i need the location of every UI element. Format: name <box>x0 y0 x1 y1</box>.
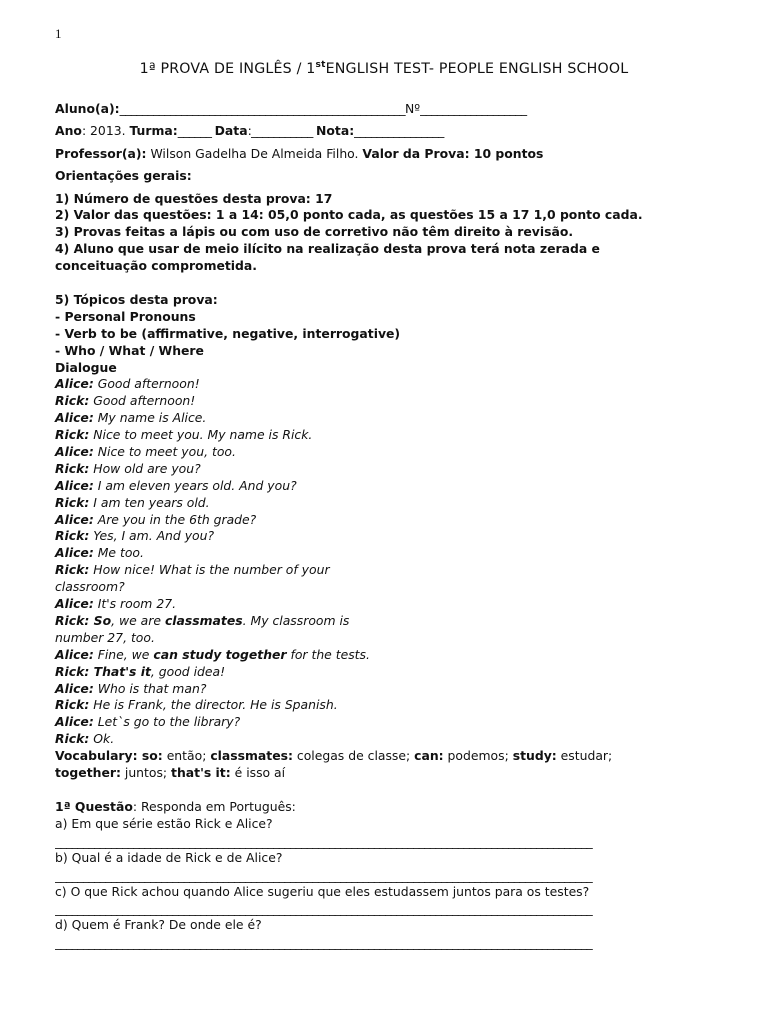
orientacao-item: 3) Provas feitas a lápis ou com uso de corretivo não têm direito à revisão. <box>55 224 574 240</box>
dialogue-line <box>55 596 715 613</box>
title-part2: ENGLISH TEST- PEOPLE ENGLISH SCHOOL <box>325 61 629 77</box>
speech: , we are <box>111 612 165 628</box>
speaker: Rick: <box>55 393 90 409</box>
aluno-label: Aluno(a): <box>55 101 120 116</box>
speech: Good afternoon! <box>89 393 196 409</box>
vocab-highlight: That's it <box>89 663 151 679</box>
test-title <box>0 60 768 77</box>
answer-line-d[interactable]: ________________________________________________________________________________________________ <box>55 935 593 951</box>
turma-label: Turma: <box>129 123 178 139</box>
dialogue-line <box>55 427 715 444</box>
vocab-meaning: então; <box>162 748 211 764</box>
questao1-heading <box>55 799 715 816</box>
vocab-word: that's it: <box>171 764 231 780</box>
vocab-meaning: é isso aí <box>230 764 286 780</box>
vocab-highlight: can study together <box>153 646 287 662</box>
speaker: Rick: <box>55 494 90 510</box>
vocabulary-label: Vocabulary: <box>55 748 138 764</box>
dialogue-line <box>55 495 715 512</box>
answer-line-c[interactable]: ________________________________________________________________________________________________ <box>55 901 593 917</box>
speech: He is Frank, the director. He is Spanish. <box>89 697 338 713</box>
speech: Ok. <box>89 731 115 747</box>
topicos-heading: 5) Tópicos desta prova: <box>55 292 218 308</box>
speech: How nice! What is the number of your <box>89 562 330 578</box>
question-b: b) Qual é a idade de Rick e de Alice? <box>55 849 283 865</box>
question-c: c) O que Rick achou quando Alice sugeriu que eles estudassem juntos para os testes? <box>55 883 590 899</box>
topico-item: - Who / What / Where <box>55 342 204 358</box>
dialogue-line <box>55 444 715 461</box>
vocab-meaning: podemos; <box>443 748 513 764</box>
vocabulary-line <box>55 765 715 782</box>
speech: Nice to meet you. My name is Rick. <box>89 427 313 443</box>
dialogue-line <box>55 461 715 478</box>
speaker: Alice: <box>55 477 94 493</box>
topico-item: - Verb to be (affirmative, negative, interrogative) <box>55 325 401 341</box>
answer-line-b[interactable]: ________________________________________________________________________________________________ <box>55 867 593 883</box>
vocab-word: study: <box>512 748 557 764</box>
numero-blank[interactable]: ___________________ <box>420 101 527 116</box>
vocab-highlight: classmates <box>164 612 243 628</box>
speaker: Alice: <box>55 680 94 696</box>
nota-blank[interactable]: ________________ <box>354 123 444 139</box>
dialogue-line <box>55 376 715 393</box>
speech: Are you in the 6th grade? <box>93 511 257 527</box>
vocab-meaning: juntos; <box>120 764 172 780</box>
speaker: Rick: <box>55 663 90 679</box>
speech: Let`s go to the library? <box>93 714 241 730</box>
title-part1: 1ª PROVA DE INGLÊS / 1 <box>139 61 316 77</box>
dialogue-line <box>55 664 715 681</box>
speech: I am eleven years old. And you? <box>93 477 297 493</box>
speech: Good afternoon! <box>93 376 200 392</box>
dialogue-line <box>55 579 715 596</box>
dialogue-line <box>55 562 715 579</box>
speaker: Alice: <box>55 444 94 460</box>
speaker: Alice: <box>55 545 94 561</box>
orientacoes-heading: Orientações gerais: <box>55 168 192 184</box>
speech: number 27, too. <box>55 629 155 645</box>
speaker: Rick: <box>55 697 90 713</box>
orientacao-item: 2) Valor das questões: 1 a 14: 05,0 ponto cada, as questões 15 a 17 1,0 ponto cada. <box>55 207 643 223</box>
speaker: Rick: <box>55 460 90 476</box>
dialogue-line <box>55 697 715 714</box>
student-name-row <box>55 101 715 118</box>
dialogue-line <box>55 478 715 495</box>
teacher-row <box>55 146 715 163</box>
dialogue-line <box>55 545 715 562</box>
vocab-word: together: <box>55 764 121 780</box>
data-blank[interactable]: :___________ <box>247 123 317 139</box>
dialogue-line <box>55 714 715 731</box>
vocab-meaning: estudar; <box>556 748 613 764</box>
turma-blank[interactable]: ______ <box>177 123 215 139</box>
professor-label: Professor(a): <box>55 145 147 161</box>
speaker: Rick: <box>55 612 90 628</box>
dialogue-line <box>55 410 715 427</box>
speaker: Rick: <box>55 731 90 747</box>
orientacao-item: 4) Aluno que usar de meio ilícito na realização desta prova terá nota zerada e <box>55 241 600 257</box>
speech: , good idea! <box>150 663 226 679</box>
speaker: Alice: <box>55 376 94 392</box>
speaker: Alice: <box>55 410 94 426</box>
orientacao-item: 1) Número de questões desta prova: 17 <box>55 190 333 206</box>
topico-item: - Personal Pronouns <box>55 308 196 324</box>
speaker: Rick: <box>55 562 90 578</box>
numero-label: Nº <box>405 101 421 116</box>
valor-prova: Valor da Prova: 10 pontos <box>362 145 544 161</box>
year-class-row <box>55 123 715 140</box>
vocab-meaning: colegas de classe; <box>292 748 415 764</box>
speech: classroom? <box>55 579 125 595</box>
ano-value: : 2013. <box>81 123 130 139</box>
aluno-blank[interactable]: ___________________________________________________ <box>119 101 406 116</box>
speech: Yes, I am. And you? <box>89 528 215 544</box>
dialogue-line <box>55 393 715 410</box>
dialogue-line <box>55 731 715 748</box>
professor-value: Wilson Gadelha De Almeida Filho. <box>146 145 363 161</box>
speech: How old are you? <box>89 460 201 476</box>
question-a: a) Em que série estão Rick e Alice? <box>55 815 273 831</box>
speaker: Rick: <box>55 427 90 443</box>
speaker: Alice: <box>55 511 94 527</box>
speech: My name is Alice. <box>93 410 207 426</box>
answer-line-a[interactable]: ________________________________________________________________________________________________ <box>55 833 593 849</box>
speaker: Alice: <box>55 596 94 612</box>
dialogue-line <box>55 630 715 647</box>
orientacao-item: conceituação comprometida. <box>55 258 257 274</box>
speaker: Rick: <box>55 528 90 544</box>
question-d: d) Quem é Frank? De onde ele é? <box>55 917 262 933</box>
nota-label: Nota: <box>316 123 355 139</box>
dialogue-line <box>55 528 715 545</box>
data-label: Data <box>214 123 248 139</box>
document-body <box>55 101 715 951</box>
speech: It's room 27. <box>93 596 177 612</box>
questao-instruction: : Responda em Português: <box>132 798 296 814</box>
dialogue-line <box>55 681 715 698</box>
title-sup: st <box>315 60 326 70</box>
vocab-word: can: <box>414 748 444 764</box>
vocab-word: so: <box>137 748 163 764</box>
dialogue-line <box>55 512 715 529</box>
speaker: Alice: <box>55 714 94 730</box>
speech: Nice to meet you, too. <box>93 444 236 460</box>
speech: I am ten years old. <box>89 494 210 510</box>
vocabulary-line <box>55 748 715 765</box>
questao-label: 1ª Questão <box>55 798 133 814</box>
page-number: 1 <box>55 26 62 41</box>
speech: . My classroom is <box>242 612 350 628</box>
speech: Who is that man? <box>93 680 207 696</box>
speech: for the tests. <box>286 646 370 662</box>
vocab-highlight: So <box>89 612 112 628</box>
speaker: Alice: <box>55 646 94 662</box>
speech: Me too. <box>93 545 144 561</box>
speech: Fine, we <box>93 646 154 662</box>
dialogue-line <box>55 647 715 664</box>
vocab-word: classmates: <box>210 748 293 764</box>
dialogue-line <box>55 613 715 630</box>
dialogue-heading: Dialogue <box>55 359 117 375</box>
ano-label: Ano <box>55 123 82 139</box>
